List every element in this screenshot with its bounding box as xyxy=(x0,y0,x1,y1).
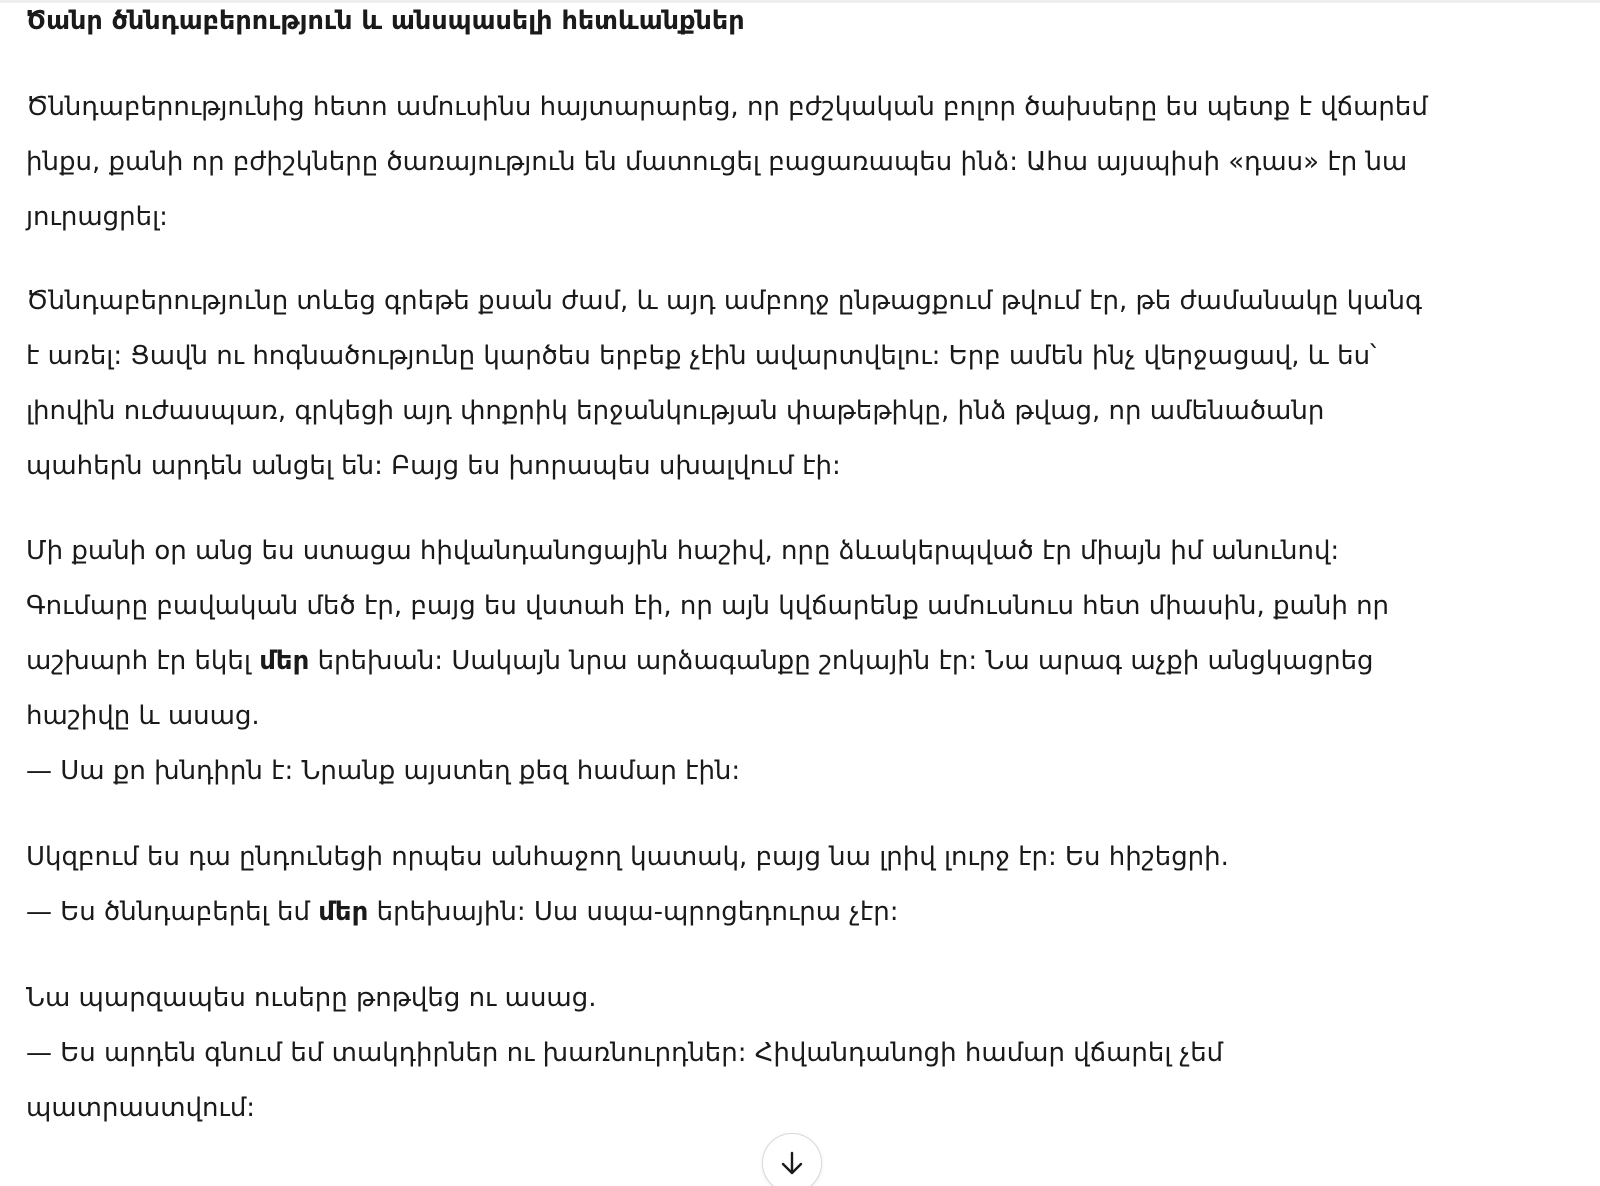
text-line: Ծննդաբերությունը տևեց գրեթե քսան ժամ, և այդ ամբողջ ընթացքում թվում էր, թե ժամանակը կանգ xyxy=(26,286,1423,316)
text-line: լիովին ուժասպառ, գրկեցի այդ փոքրիկ երջանկության փաթեթիկը, ինձ թվաց, որ ամենածանր xyxy=(26,396,1325,426)
paragraph-3 xyxy=(26,524,1389,799)
dialogue-line: — Ես արդեն գնում եմ տակդիրներ ու խառնուրդներ: Հիվանդանոցի համար վճարել չեմ xyxy=(26,1038,1224,1068)
text-line: պահերն արդեն անցել են: Բայց ես խորապես սխալվում էի: xyxy=(26,451,841,481)
paragraph-4 xyxy=(26,830,1229,940)
text-line: Սկզբում ես դա ընդունեցի որպես անհաջող կատակ, բայց նա լրիվ լուրջ էր: Ես հիշեցրի. xyxy=(26,842,1229,872)
article xyxy=(26,0,1566,1123)
paragraph-2 xyxy=(26,274,1422,494)
arrow-down-icon xyxy=(779,1150,805,1176)
text-line: պատրաստվում: xyxy=(26,1093,256,1123)
emphasis-text: մեր xyxy=(259,646,310,676)
text-line: հաշիվը և ասաց. xyxy=(26,701,260,731)
text-line: Ծննդաբերությունից հետո ամուսինս հայտարարեց, որ բժշկական բոլոր ծախսերը ես պետք է վճարեմ xyxy=(26,92,1428,122)
text-line: Գումարը բավական մեծ էր, բայց ես վստահ էի, որ այն կվճարենք ամուսնուս հետ միասին, քանի որ xyxy=(26,591,1390,621)
paragraph-1 xyxy=(26,80,1428,245)
text-line: ինքս, քանի որ բժիշկները ծառայություն են մատուցել բացառապես ինձ: Ահա այսպիսի «դաս» էր նա xyxy=(26,147,1408,177)
text-line: է առել: Ցավն ու հոգնածությունը կարծես երբեք չէին ավարտվելու: Երբ ամեն ինչ վերջացավ, և ես՝ xyxy=(26,341,1377,371)
text-segment: աշխարհ էր եկել xyxy=(26,646,260,676)
text-line: յուրացրել: xyxy=(26,202,168,232)
text-line: Նա պարզապես ուսերը թոթվեց ու ասաց. xyxy=(26,983,597,1013)
scroll-down-button[interactable] xyxy=(762,1133,822,1186)
dialogue-line: — Սա քո խնդիրն է: Նրանք այստեղ քեզ համար էին: xyxy=(26,756,741,786)
article-title: Ծանր ծննդաբերություն և անսպասելի հետևանքներ xyxy=(26,6,745,36)
text-segment: երեխային: Սա սպա-պրոցեդուրա չէր: xyxy=(368,897,899,927)
emphasis-text: մեր xyxy=(318,897,369,927)
paragraph-5 xyxy=(26,971,1223,1136)
text-line: Մի քանի օր անց ես ստացա հիվանդանոցային հաշիվ, որը ձևակերպված էր միայն իմ անունով: xyxy=(26,536,1340,566)
text-segment: երեխան: Սակայն նրա արձագանքը շոկային էր: Նա արագ աչքի անցկացրեց xyxy=(309,646,1374,676)
text-line xyxy=(26,634,1389,689)
dialogue-line xyxy=(26,885,1229,940)
text-segment: — Ես ծննդաբերել եմ xyxy=(26,897,319,927)
